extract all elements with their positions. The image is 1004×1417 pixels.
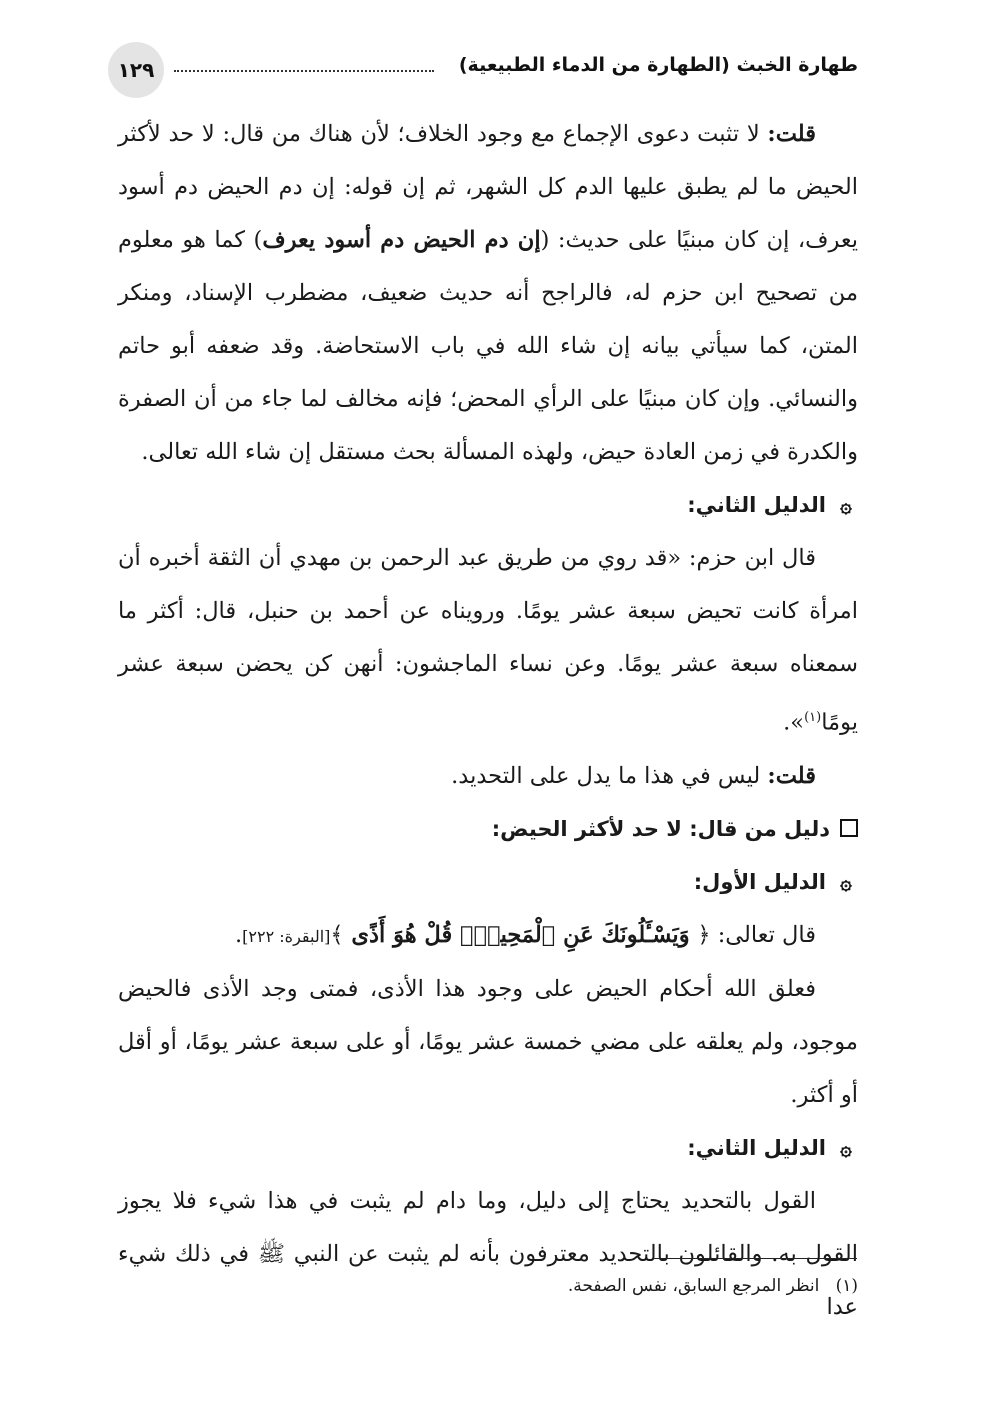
page-number: ١٢٩ xyxy=(108,42,164,98)
paragraph-2 xyxy=(118,532,858,750)
footnote xyxy=(400,1276,858,1296)
qultu-label: قلت: xyxy=(767,121,816,147)
verse-reference: [البقرة: ٢٢٢] xyxy=(242,926,331,946)
section-heading xyxy=(118,803,858,856)
footnote-marker: (١) xyxy=(835,1276,858,1296)
heading-text: الدليل الأول: xyxy=(693,869,826,894)
heading-text: الدليل الثاني: xyxy=(687,493,826,517)
paragraph-6: القول بالتحديد يحتاج إلى دليل، وما دام لم يثبت في هذا شيء فلا يجوز القول به. والقائلون بالتحديد معترفون بأنه لم يثبت عن النبي ﷺ في ذلك شيء عدا xyxy=(118,1187,858,1320)
heading-text: الدليل الثاني: xyxy=(687,1135,826,1160)
quran-verse: وَيَسْـَٔلُونَكَ عَنِ ٱلْمَحِيضِۖ قُلْ هُوَ أَذًى xyxy=(343,921,698,948)
hadith-quote: إن دم الحيض دم أسود يعرف xyxy=(262,227,541,253)
heading-second-evidence-2 xyxy=(118,1122,858,1175)
dotted-leader xyxy=(174,70,434,72)
paragraph-1-text-a: لا تثبت دعوى الإجماع مع وجود الخلاف؛ لأن هناك من قال: لا حد لأكثر الحيض ما لم يطبق عليها الدم كل الشهر، ثم إن قوله: إن دم الحيض دم أسود يعرف، إن كان مبنيًا على حديث: ( xyxy=(118,121,858,253)
quran-close-bracket: ﴾ xyxy=(330,921,344,948)
page-header xyxy=(108,42,858,100)
paragraph-1-text-b: ) كما هو معلوم من تصحيح ابن حزم له، فالراجح أنه حديث ضعيف، مضطرب الإسناد، ومنكر المتن، كما سيأتي بيانه إن شاء الله في باب الاستحاضة. وقد ضعفه أبو حاتم والنسائي. وإن كان مبنيًا على الرأي المحض؛ فإنه مخالف لما جاء من أن الصفرة والكدرة في زمن العادة حيض، ولهذه المسألة بحث مستقل إن شاء الله تعالى. xyxy=(118,227,858,465)
paragraph-quran-end: . xyxy=(235,921,243,948)
paragraph-5: فعلق الله أحكام الحيض على وجود هذا الأذى، فمتى وجد الأذى فالحيض موجود، ولم يعلقه على مضي خمسة عشر يومًا، أو على سبعة عشر يومًا، أو أقل أو أكثر. xyxy=(118,975,858,1108)
ornament-icon: ۞ xyxy=(840,869,852,894)
footnote-ref: (١) xyxy=(804,710,822,725)
paragraph-2-end: ». xyxy=(783,709,805,736)
footnote-divider xyxy=(652,1258,857,1259)
heading-first-evidence xyxy=(118,856,858,909)
main-text xyxy=(118,108,858,1334)
ornament-icon: ۞ xyxy=(840,493,852,517)
paragraph-2-text: قال ابن حزم: «قد روي من طريق عبد الرحمن بن مهدي أن الثقة أخبره أن امرأة كانت تحيض سبعة عشر يومًا. ورويناه عن أحمد بن حنبل، قال: أكثر ما سمعناه سبعة عشر يومًا. وعن نساء الماجشون: أنهن كن يحضن سبعة عشر يومًا xyxy=(118,545,858,736)
qultu-label: قلت: xyxy=(767,762,816,789)
footnote-text: انظر المرجع السابق، نفس الصفحة. xyxy=(567,1276,820,1296)
paragraph-quran xyxy=(118,909,858,963)
running-title: طهارة الخبث (الطهارة من الدماء الطبيعية) xyxy=(458,54,858,76)
paragraph-3-text: ليس في هذا ما يدل على التحديد. xyxy=(451,762,768,789)
checkbox-square-icon xyxy=(840,819,858,837)
ornament-icon: ۞ xyxy=(840,1135,852,1160)
paragraph-3 xyxy=(118,750,858,803)
section-heading-text: دليل من قال: لا حد لأكثر الحيض: xyxy=(491,816,830,841)
heading-second-evidence xyxy=(118,479,858,532)
paragraph-1 xyxy=(118,108,858,479)
quran-intro: قال تعالى: ﴿ xyxy=(697,921,816,948)
